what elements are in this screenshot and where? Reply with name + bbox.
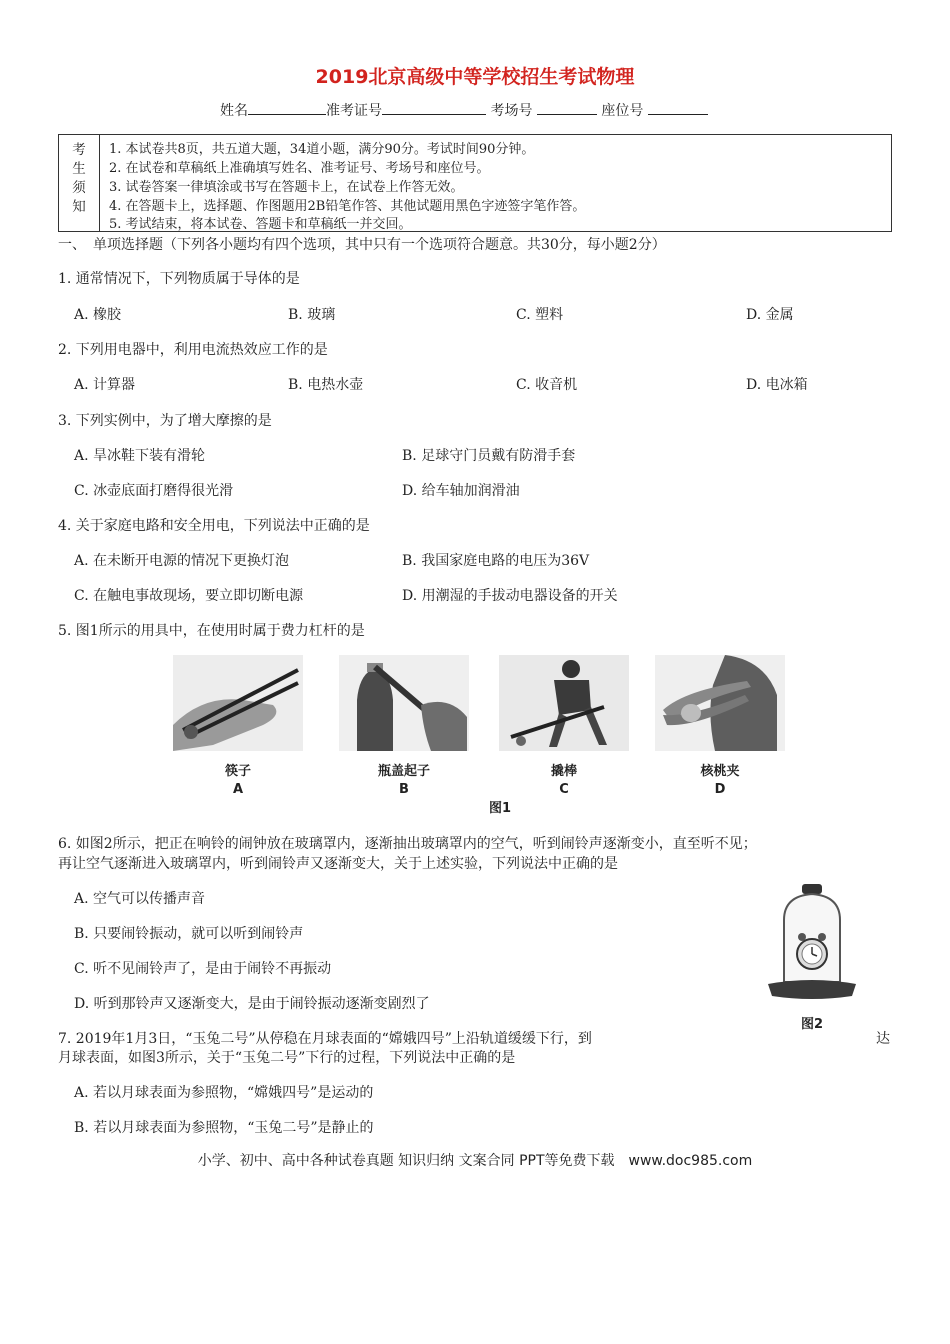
chopsticks-photo [173,655,303,751]
option-a: A. 空气可以传播声音 [74,891,206,907]
notice-side-char: 须 [72,180,86,196]
candidate-info [220,100,708,120]
figure1-caption: 图1 [488,801,512,816]
notice-rule: 4. 在答题卡上，选择题、作图题用2B铅笔作答、其他试题用黑色字迹签字笔作答。 [109,199,586,214]
footer-advert: 小学、初中、高中各种试卷真题 知识归纳 文案合同 PPT等免费下载 www.doc985.com [197,1153,753,1169]
option-d: D. 电冰箱 [746,377,808,393]
figure1-item-letter: D [714,782,726,797]
name-blank [248,100,326,115]
seat-label: 座位号 [601,103,644,119]
option-b: B. 若以月球表面为参照物，“玉兔二号”是静止的 [74,1120,374,1136]
option-b: B. 只要闹铃振动，就可以听到闹铃声 [74,926,304,942]
option-c: C. 冰壶底面打磨得很光滑 [74,483,234,499]
option-c: C. 在触电事故现场，要立即切断电源 [74,588,304,604]
option-b: B. 玻璃 [288,307,336,323]
notice-rule: 2. 在试卷和草稿纸上准确填写姓名、准考证号、考场号和座位号。 [109,161,490,176]
question-stem-tail: 达 [876,1031,890,1047]
option-d: D. 听到那铃声又逐渐变大，是由于闹铃振动逐渐变剧烈了 [74,996,430,1012]
nutcracker-photo [655,655,785,751]
figure1-item-letter: C [559,782,569,797]
crowbar-photo [499,655,629,751]
option-d: D. 用潮湿的手拔动电器设备的开关 [402,588,618,604]
notice-rule: 1. 本试卷共8页，共五道大题，34道小题，满分90分。考试时间90分钟。 [109,142,535,157]
figure1-item-name: 核桃夹 [700,764,740,779]
figure2-caption: 图2 [800,1017,824,1032]
option-b: B. 足球守门员戴有防滑手套 [402,448,576,464]
bell-jar-figure [762,884,862,1008]
notice-side-label [59,135,100,231]
candidate-notice-box [58,134,892,232]
option-c: C. 塑料 [516,307,564,323]
question-stem-continued: 再让空气逐渐进入玻璃罩内，听到闹铃声又逐渐变大，关于上述实验，下列说法中正确的是 [58,856,618,872]
room-label: 考场号 [490,103,533,119]
question-stem-continued: 月球表面，如图3所示，关于“玉兔二号”下行的过程，下列说法中正确的是 [58,1050,516,1066]
figure1-item-name: 撬棒 [550,764,577,779]
option-a: A. 计算器 [74,377,136,393]
figure1-item-letter: A [232,782,244,797]
figure1-item-name: 筷子 [224,764,251,779]
option-d: D. 给车轴加润滑油 [402,483,520,499]
option-a: A. 若以月球表面为参照物，“嫦娥四号”是运动的 [74,1085,374,1101]
question-stem: 5. 图1所示的用具中，在使用时属于费力杠杆的是 [58,623,365,639]
section-heading: 一、 单项选择题（下列各小题均有四个选项，其中只有一个选项符合题意。共30分，每小题2分） [58,237,666,253]
option-a: A. 旱冰鞋下装有滑轮 [74,448,206,464]
notice-rule: 5. 考试结束，将本试卷、答题卡和草稿纸一并交回。 [109,217,412,232]
figure1-item-letter: B [399,782,409,797]
question-stem: 6. 如图2所示，把正在响铃的闹钟放在玻璃罩内，逐渐抽出玻璃罩内的空气，听到闹铃声逐渐变小，直至听不见； [58,836,757,852]
figure1-item-name: 瓶盖起子 [377,764,430,779]
option-a: A. 在未断开电源的情况下更换灯泡 [74,553,290,569]
bottle-opener-photo [339,655,469,751]
name-label: 姓名 [220,103,248,119]
option-a: A. 橡胶 [74,307,122,323]
room-blank [537,100,597,115]
notice-side-char: 生 [72,161,86,177]
notice-rule: 3. 试卷答案一律填涂或书写在答题卡上，在试卷上作答无效。 [109,180,464,195]
question-stem: 2. 下列用电器中，利用电流热效应工作的是 [58,342,328,358]
notice-side-char: 考 [72,142,86,158]
exam-id-blank [382,100,486,115]
notice-side-char: 知 [72,199,86,215]
question-stem: 1. 通常情况下，下列物质属于导体的是 [58,271,300,287]
seat-blank [648,100,708,115]
option-b: B. 电热水壶 [288,377,364,393]
option-d: D. 金属 [746,307,794,323]
question-stem: 7. 2019年1月3日，“玉兔二号”从停稳在月球表面的“嫦娥四号”上沿轨道缓缓下行，到 [58,1031,592,1047]
option-c: C. 收音机 [516,377,578,393]
exam-title: 2019北京高级中等学校招生考试物理 [315,66,635,88]
exam-id-label: 准考证号 [326,103,382,119]
question-stem: 3. 下列实例中，为了增大摩擦的是 [58,413,272,429]
option-b: B. 我国家庭电路的电压为36V [402,553,590,569]
option-c: C. 听不见闹铃声了，是由于闹铃不再振动 [74,961,332,977]
question-stem: 4. 关于家庭电路和安全用电，下列说法中正确的是 [58,518,370,534]
